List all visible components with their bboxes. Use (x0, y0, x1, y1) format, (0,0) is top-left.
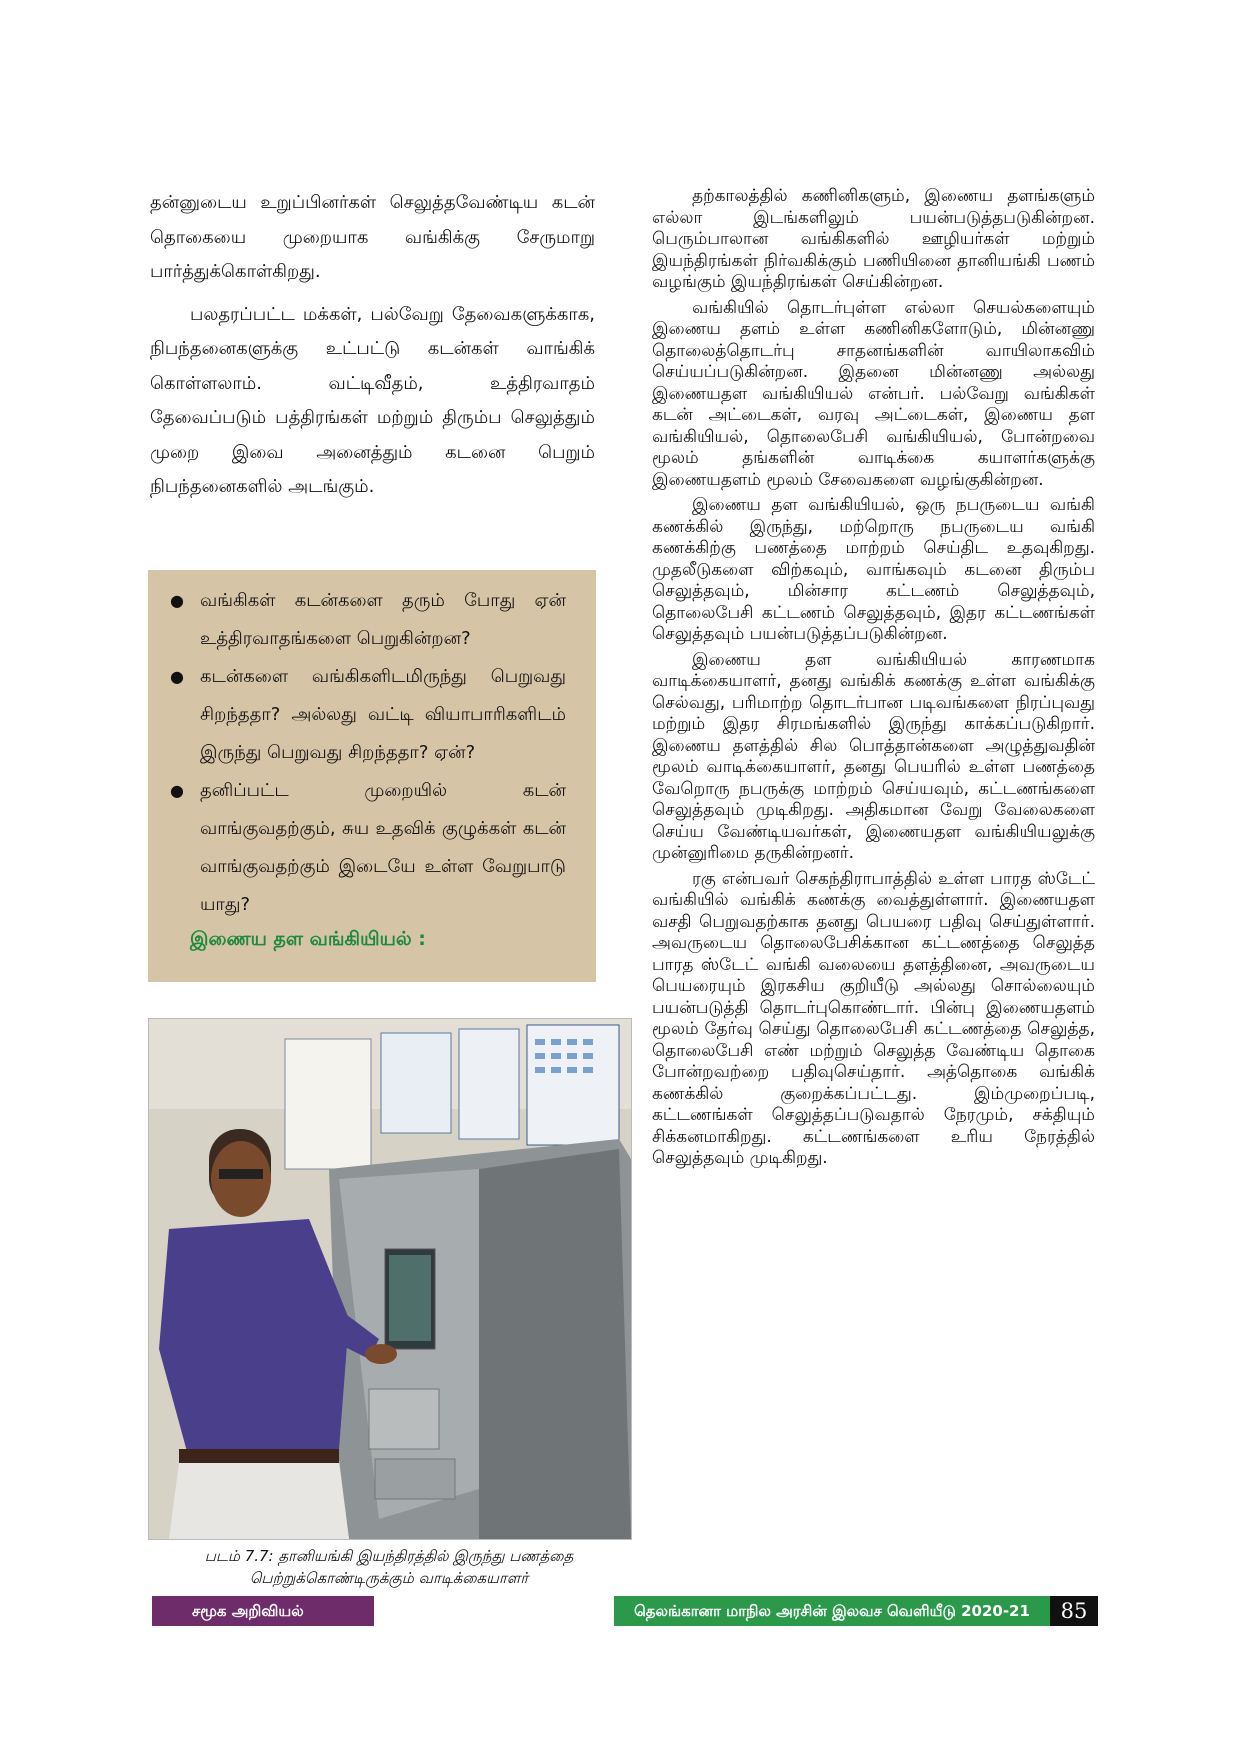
page-number: 85 (1050, 1596, 1098, 1626)
bullet-icon: ● (170, 781, 184, 800)
paragraph: இணைய தள வங்கியியல், ஒரு நபருடைய வங்கி கணக்கில் இருந்து, மற்றொரு நபருடைய வங்கி கணக்கிற்கு பணத்தை மாற்றம் செய்திட உதவுகிறது. முதலீடுகளை விற்கவும், வாங்கவும் கடனை திரும்ப செலுத்தவும், மின்சார கட்டணம் செலுத்தவும், தொலைபேசி கட்டணம் செலுத்தவும், இதர கட்டணங்கள் செலுத்தவும் பயன்படுத்தப்படுகின்றன. (652, 495, 1095, 644)
bullet-icon: ● (170, 591, 184, 610)
paragraph: வங்கியில் தொடர்புள்ள எல்லா செயல்களையும் இணைய தளம் உள்ள கணினிகளோடும், மின்னணு தொலைத்தொடர்பு சாதனங்களின் வாயிலாகவிம் செய்யப்படுகின்றன. இதனை மின்னணு அல்லது இணையதள வங்கியியல் என்பர். பல்வேறு வங்கிகள் கடன் அட்டைகள், வரவு அட்டைகள், இணைய தள வங்கியியல், தொலைபேசி வங்கியியல், போன்றவை மூலம் தங்களின் வாடிக்கை கயாளர்களுக்கு இணையதளம் மூலம் சேவைகளை வழங்குகின்றன. (652, 297, 1095, 490)
section-heading: இணைய தள வங்கியியல் : (190, 928, 426, 950)
atm-photo-illustration (149, 1019, 631, 1539)
paragraph: தற்காலத்தில் கணினிகளும், இணைய தளங்களும் எல்லா இடங்களிலும் பயன்படுத்தபடுகின்றன. பெரும்பாலான வங்கிகளில் ஊழியர்கள் மற்றும் இயந்திரங்கள் நிர்வகிக்கும் பணியினை தானியங்கி பணம் வழங்கும் இயந்திரங்கள் செய்கின்றன. (652, 186, 1095, 292)
question-list (148, 570, 596, 924)
paragraph: ரகு என்பவர் செகந்திராபாத்தில் உள்ள பாரத ஸ்டேட் வங்கியில் வங்கிக் கணக்கு வைத்துள்ளார். இணையதள வசதி பெறுவதற்காக தனது பெயரை பதிவு செய்துள்ளார். அவருடைய தொலைபேசிக்கான கட்டணத்தை செலுத்த பாரத ஸ்டேட் வங்கி வலையை தளத்தினை, அவருடைய பெயரையும் இரகசிய குறியீடு அல்லது சொல்லையும் பயன்படுத்தி தொடர்புகொண்டார். பின்பு இணையதளம் மூலம் தேர்வு செய்து தொலைபேசி கட்டணத்தை செலுத்த, தொலைபேசி எண் மற்றும் செலுத்த வேண்டிய தொகை போன்றவற்றை பதிவுசெய்தார். அத்தொகை வங்கிக் கணக்கில் குறைக்கப்பட்டது. இம்முறைப்படி, கட்டணங்கள் செலுத்தப்படுவதால் நேரமும், சக்தியும் சிக்கனமாகிறது. கட்டணங்களை உரிய நேரத்தில் செலுத்தவும் முடிகிறது. (652, 868, 1095, 1168)
paragraph: தன்னுடைய உறுப்பினர்கள் செலுத்தவேண்டிய கடன் தொகையை முறையாக வங்கிக்கு சேருமாறு பார்த்துக்கொள்கிறது. (150, 192, 595, 282)
left-column (150, 186, 595, 505)
footer-publisher-label: தெலங்கானா மாநில அரசின் இலவச வெளியீடு 2020-21 (614, 1596, 1050, 1626)
list-item: ● கடன்களை வங்கிகளிடமிருந்து பெறுவது சிறந்ததா? அல்லது வட்டி வியாபாரிகளிடம் இருந்து பெறுவது சிறந்ததா? ஏன்? (200, 658, 566, 772)
paragraph: இணைய தள வங்கியியல் காரணமாக வாடிக்கையாளர், தனது வங்கிக் கணக்கு உள்ள வங்கிக்கு செல்வது, பரிமாற்ற தொடர்பான படிவங்களை நிரப்புவது மற்றும் இதர சிரமங்களில் இருந்து காக்கப்படுகிறார். இணைய தளத்தில் சில பொத்தான்களை அழுத்துவதின் மூலம் வாடிக்கையாளர், தனது பெயரில் உள்ள பணத்தை வேறொரு நபருக்கு மாற்றம் செய்யவும், கட்டணங்களை செலுத்தவும் முடிகிறது. அதிகமான வேறு வேலைகளை செய்ய வேண்டியவர்கள், இணையதள வங்கியியலுக்கு முன்னுரிமை தருகின்றனர். (652, 649, 1095, 863)
list-item: ● வங்கிகள் கடன்களை தரும் போது ஏன் உத்திரவாதங்களை பெறுகின்றன? (200, 582, 566, 658)
paragraph: பலதரப்பட்ட மக்கள், பல்வேறு தேவைகளுக்காக, நிபந்தனைகளுக்கு உட்பட்டு கடன்கள் வாங்கிக் கொள்ளலாம். வட்டிவீதம், உத்திரவாதம் தேவைப்படும் பத்திரங்கள் மற்றும் திரும்ப செலுத்தும் முறை இவை அனைத்தும் கடனை பெறும் நிபந்தனைகளில் அடங்கும். (150, 303, 595, 497)
list-item: ● தனிப்பட்ட முறையில் கடன் வாங்குவதற்கும், சுய உதவிக் குழுக்கள் கடன் வாங்குவதற்கும் இடையே உள்ள வேறுபாடு யாது? (200, 772, 566, 924)
atm-photo (148, 1018, 632, 1540)
question-box (148, 570, 596, 982)
footer-subject-label: சமூக அறிவியல் (152, 1596, 374, 1626)
figure-caption: படம் 7.7: தானியங்கி இயந்திரத்தில் இருந்து பணத்தை பெற்றுக்கொண்டிருக்கும் வாடிக்கையாளர் (204, 1547, 574, 1587)
bullet-icon: ● (170, 667, 184, 686)
right-column (652, 186, 1095, 1170)
